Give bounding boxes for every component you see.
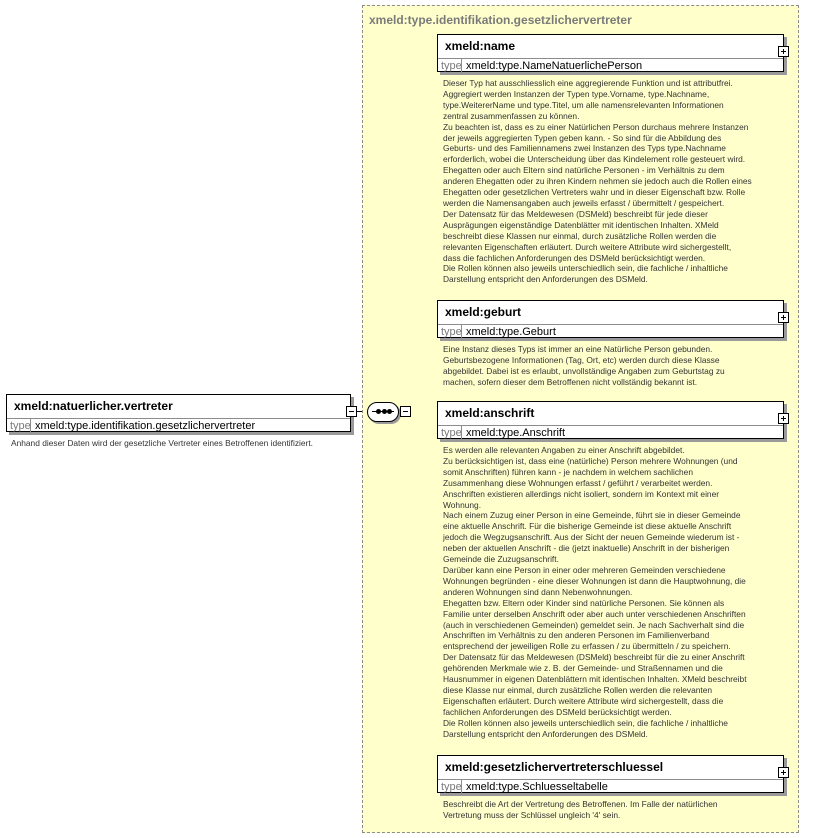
element-type-label: type <box>438 426 462 441</box>
element-type-label: type <box>438 780 462 795</box>
element-type-row <box>438 425 783 441</box>
root-element-name: xmeld:natuerlicher.vertreter <box>14 399 173 413</box>
root-element-type-row <box>7 418 350 434</box>
element-box-name[interactable] <box>437 34 784 72</box>
element-type-value: xmeld:type.Schluesseltabelle <box>466 781 608 793</box>
element-type-value: xmeld:type.NameNatuerlichePerson <box>466 60 643 72</box>
sequence-compositor-icon <box>367 402 399 422</box>
element-description-schluessel: Beschreibt die Art der Vertretung des Betroffenen. Im Falle der natürlichen Vertretung muss der Schlüssel ungleich '4' sein. <box>443 799 718 820</box>
group-title: xmeld:type.identifikation.gesetzlichervertreter <box>369 13 632 27</box>
element-type-label: type <box>438 325 462 340</box>
element-box-anschrift[interactable] <box>437 401 784 439</box>
root-type-label: type <box>7 419 31 434</box>
root-description: Anhand dieser Daten wird der gesetzliche Vertreter eines Betroffenen identifiziert. <box>11 438 313 448</box>
element-type-label: type <box>438 59 462 74</box>
expand-icon-geburt[interactable] <box>778 312 789 323</box>
sequence-collapse-icon[interactable] <box>400 406 411 417</box>
element-box-geburt[interactable] <box>437 300 784 338</box>
element-type-row <box>438 58 783 74</box>
element-name: xmeld:gesetzlichervertreterschluessel <box>445 760 664 774</box>
root-type-value: xmeld:type.identifikation.gesetzlichervertreter <box>35 420 256 432</box>
element-description-name: Dieser Typ hat ausschliesslich eine aggregierende Funktion und ist attributfrei. Aggregiert werden Instanzen der Typen type.Vorname, type.Nachname, type.WeitererName und type.Titel, um alle namensrelevanten Informationen zentral zusammenfassen zu können. Zu beachten ist, dass es zu einer Natürlichen Person durchaus mehrere Instanzen der jeweils aggregierten Typen geben kann. - So sind für die Abbildung des Geburts- und des Familiennamens zwei Instanzen des Typs type.Nachname erforderlich, wobei die Unterscheidung über das Kindelement rolle gesteuert wird. Ehegatten oder auch Eltern sind natürliche Personen - im Verhältnis zu dem anderen Ehegatten oder zu ihren Kindern nehmen sie jedoch auch die Rollen eines Ehegatten oder gesetzlichen Vertreters wahr und in dieser Eigenschaft bzw. Rolle werden die Namensangaben auch jeweils erfasst / übermittelt / gespeichert. Der Datensatz für das Meldewesen (DSMeld) beschreibt für jede dieser Ausprägungen eigenständige Datenblätter mit identischen Inhalten. XMeld beschreibt diese Klassen nur einmal, durch zusätzliche Rollen werden die relevanten Eigenschaften erläutert. Durch weitere Attribute wird sichergestellt, dass die fachlichen Anforderungen des DSMeld berücksichtigt werden. Die Rollen können also jeweils unterschiedlich sein, die fachliche / inhaltliche Darstellung entspricht den Anforderungen des DSMeld. <box>443 78 752 285</box>
element-name: xmeld:name <box>445 39 516 53</box>
element-type-value: xmeld:type.Anschrift <box>466 427 566 439</box>
element-description-geburt: Eine Instanz dieses Typs ist immer an eine Natürliche Person gebunden. Geburtsbezogene Informationen (Tag, Ort, etc) werden durch diese Klasse abgebildet. Dabei ist es erlaubt, unvollständige Angaben zum Geburtstag zu machen, sofern dieser dem Betroffenen nicht vollständig bekannt ist. <box>443 344 725 387</box>
element-description-anschrift: Es werden alle relevanten Angaben zu einer Anschrift abgebildet. Zu berücksichtigen ist, dass eine (natürliche) Person mehrere Wohnungen (und somit Anschriften) führen kann - je nachdem in welchem sachlichen Zusammenhang diese Wohnungen erfasst / geführt / verarbeitet werden. Anschriften existieren allerdings nicht isoliert, sondern im Kontext mit einer Wohnung. Nach einem Zuzug einer Person in eine Gemeinde, führt sie in dieser Gemeinde eine aktuelle Anschrift. Für die bisherige Gemeinde ist diese aktuelle Anschrift jedoch die Wegzugsanschrift. Aus der Sicht der neuen Gemeinde wiederum ist - neben der aktuellen Anschrift - die (jetzt inaktuelle) Anschrift in der bisherigen Gemeinde die Zuzugsanschrift. Darüber kann eine Person in einer oder mehreren Gemeinden verschiedene Wohnungen begründen - eine dieser Wohnungen ist dann die Hauptwohnung, die anderen Wohnungen sind dann Nebenwohnungen. Ehegatten bzw. Eltern oder Kinder sind natürliche Personen. Sie können als Familie unter derselben Anschrift oder aber auch unter verschiedenen Anschriften (auch in verschiedenen Gemeinden) gemeldet sein. Je nach Sachverhalt sind die Anschriften im Verhältnis zu den anderen Personen im Familienverband entsprechend der jeweiligen Rolle zu erfassen / zu übermitteln / zu speichern. Der Datensatz für das Meldewesen (DSMeld) beschreibt für die zu einer Anschrift gehörenden Merkmale wie z. B. der Gemeinde- und Straßennamen und die Hausnummer in eigenen Datenblättern mit identischen Inhalten. XMeld beschreibt diese Klasse nur einmal, durch zusätzliche Rollen werden die relevanten Eigenschaften erläutert. Durch weitere Attribute wird sichergestellt, dass die fachlichen Anforderungen des DSMeld berücksichtigt werden. Die Rollen können also jeweils unterschiedlich sein, die fachliche / inhaltliche Darstellung entspricht den Anforderungen des DSMeld. <box>443 445 747 739</box>
element-name: xmeld:geburt <box>445 305 522 319</box>
root-element-box[interactable] <box>6 394 351 432</box>
element-name: xmeld:anschrift <box>445 406 535 420</box>
expand-icon-anschrift[interactable] <box>778 413 789 424</box>
element-type-row <box>438 324 783 340</box>
element-box-schluessel[interactable] <box>437 755 784 793</box>
element-type-value: xmeld:type.Geburt <box>466 326 556 338</box>
element-type-row <box>438 779 783 795</box>
expand-icon-name[interactable] <box>778 46 789 57</box>
root-collapse-icon[interactable] <box>346 406 357 417</box>
expand-icon-schluessel[interactable] <box>778 767 789 778</box>
